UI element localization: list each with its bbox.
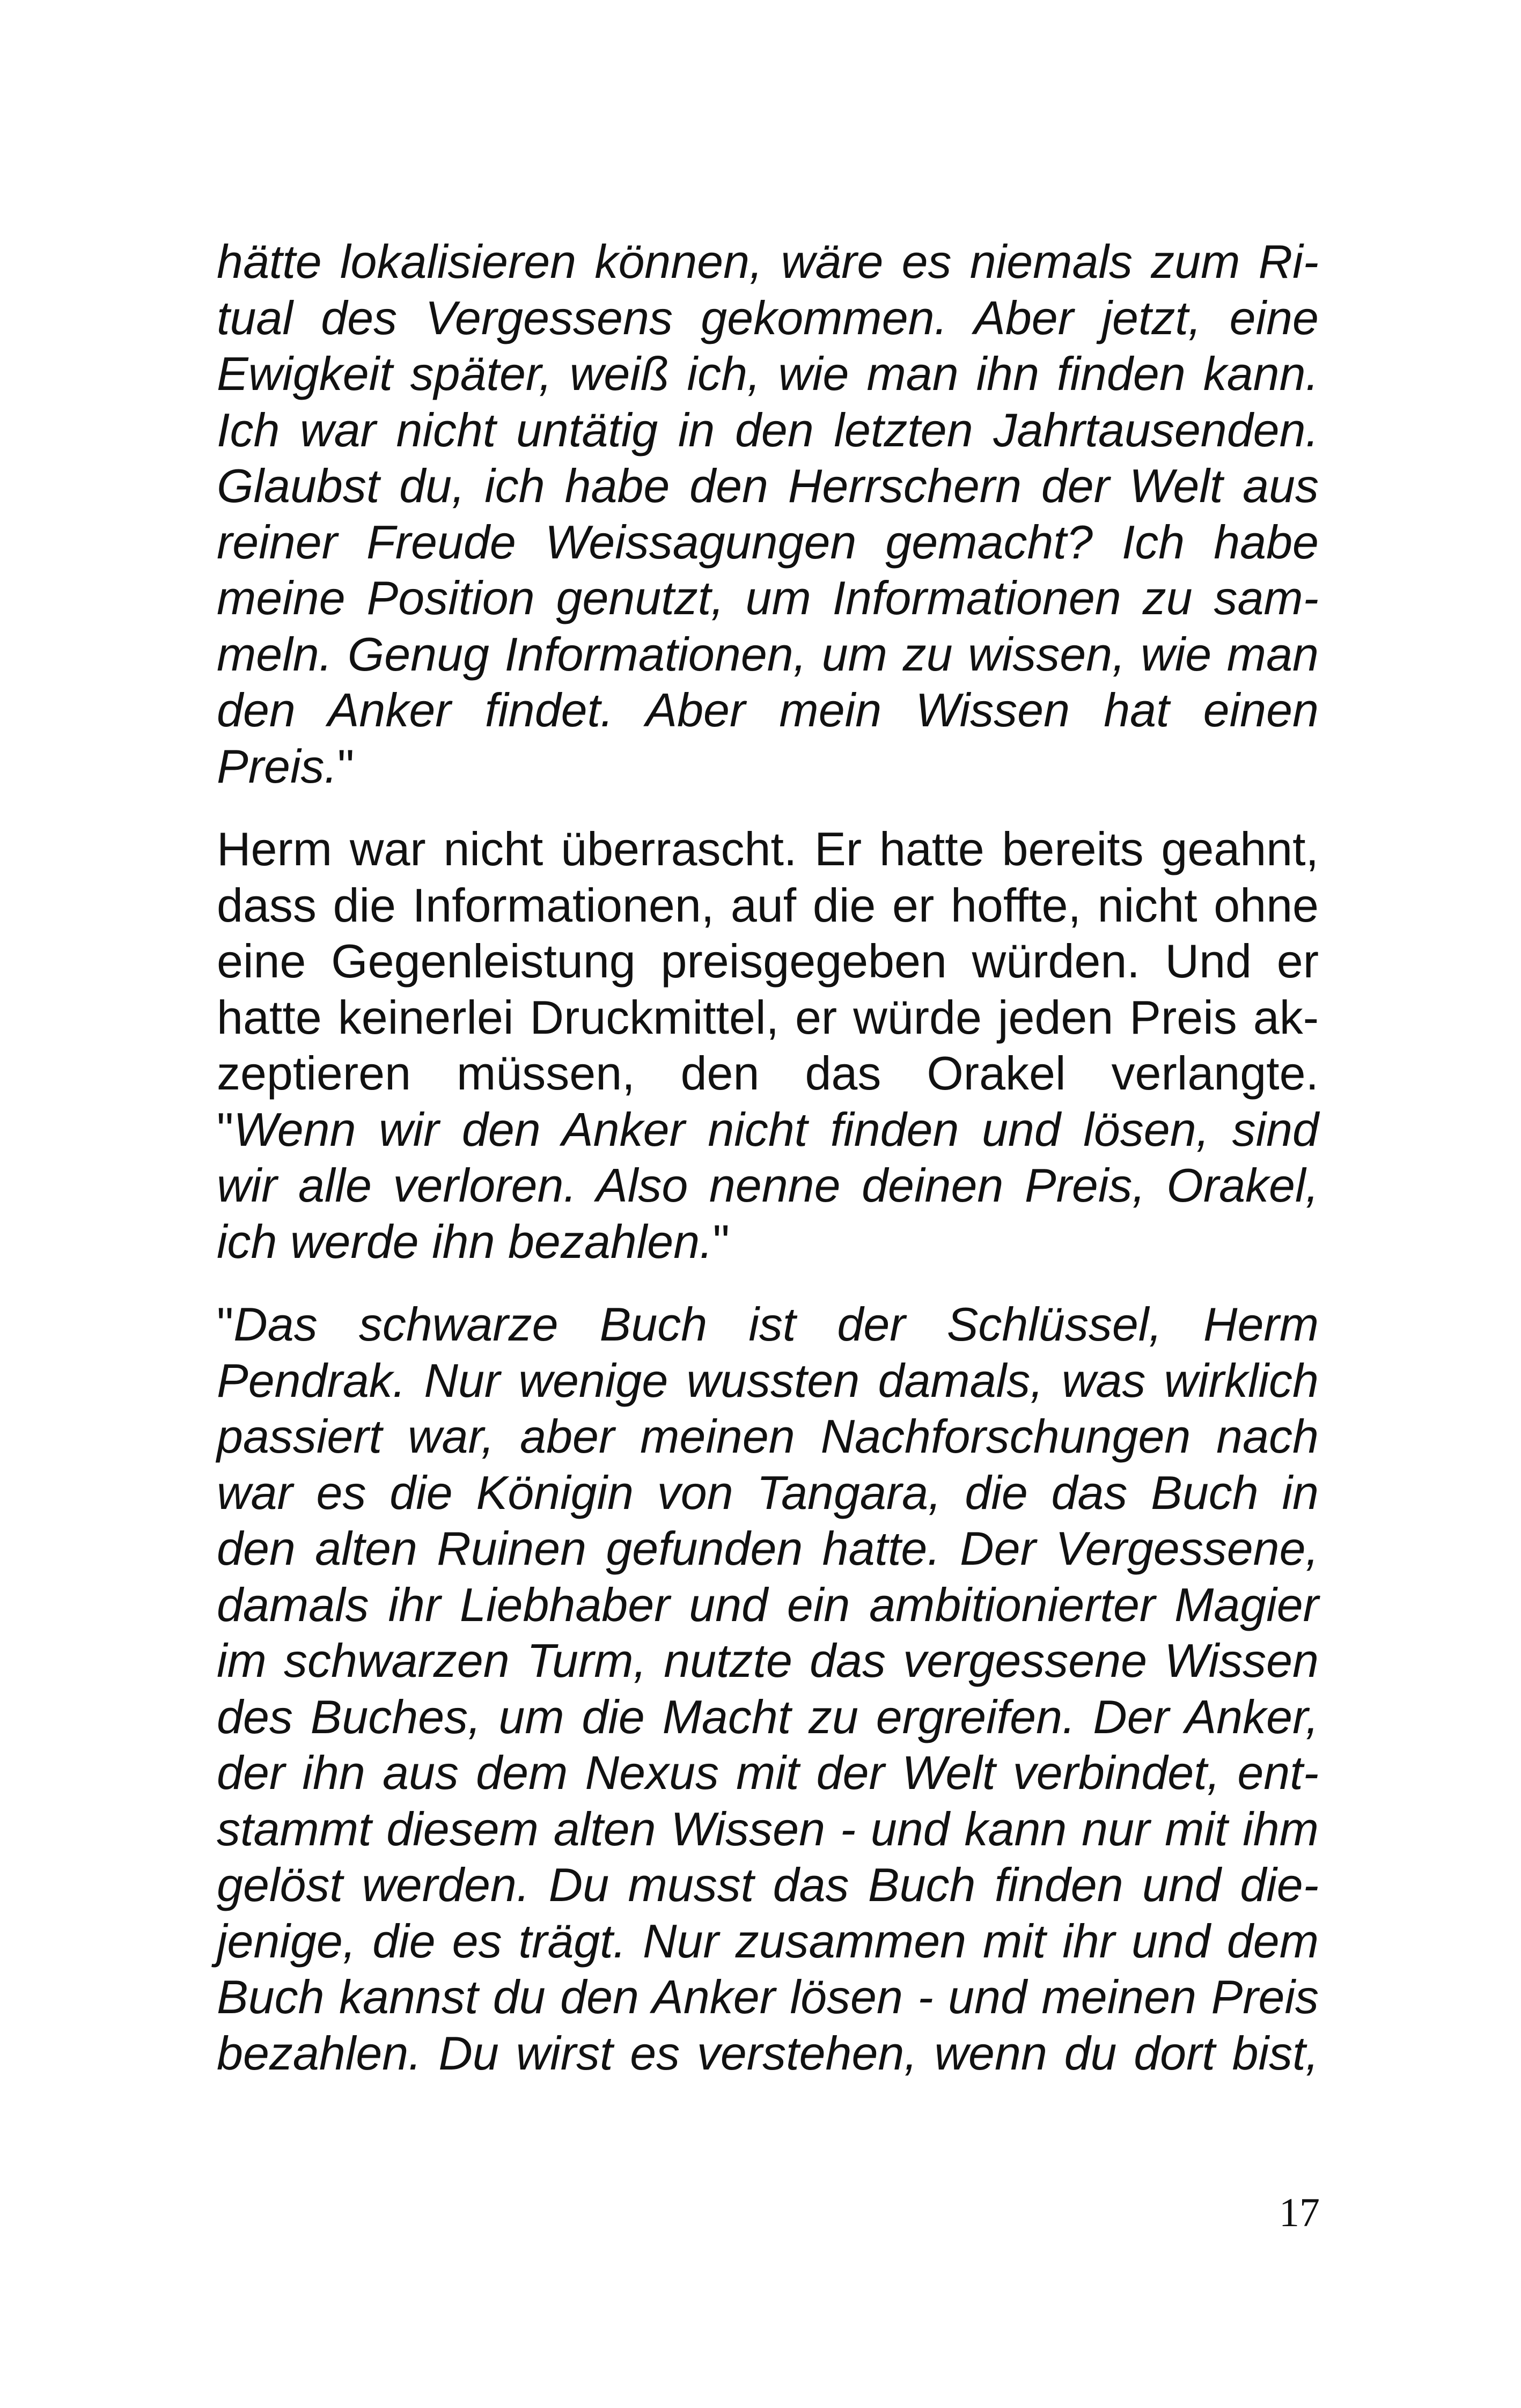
text-segment: Ewigkeit später, weiß ich, wie man ihn finden kann. — [217, 347, 1319, 400]
text-segment: Das schwarze Buch ist der Schlüssel, Herm — [233, 1298, 1319, 1351]
text-segment: " — [712, 1214, 730, 1268]
text-line — [217, 682, 1319, 739]
text-segment: jenige, die es trägt. Nur zusammen mit ihr und dem — [217, 1914, 1319, 1968]
text-segment: passiert war, aber meinen Nachforschungen nach — [217, 1410, 1319, 1463]
text-segment: den alten Ruinen gefunden hatte. Der Vergessene, — [217, 1522, 1319, 1575]
text-line — [217, 346, 1319, 402]
paragraph — [217, 821, 1319, 1270]
body-text — [217, 234, 1319, 2081]
text-segment: des Buches, um die Macht zu ergreifen. Der Anker, — [217, 1690, 1319, 1743]
text-line — [217, 1969, 1319, 2026]
text-line — [217, 1745, 1319, 1801]
text-line — [217, 1102, 1319, 1158]
text-line — [217, 2026, 1319, 2082]
text-line — [217, 514, 1319, 571]
text-line — [217, 458, 1319, 514]
text-segment: hätte lokalisieren können, wäre es niemals zum Ri- — [217, 235, 1319, 288]
text-segment: Wenn wir den Anker nicht finden und lösen, sind — [233, 1102, 1319, 1156]
text-line — [217, 1633, 1319, 1689]
text-line — [217, 739, 1319, 795]
text-segment: damals ihr Liebhaber und ein ambitionierter Magier — [217, 1578, 1319, 1631]
text-line — [217, 1409, 1319, 1465]
text-line — [217, 402, 1319, 459]
text-segment: der ihn aus dem Nexus mit der Welt verbindet, ent- — [217, 1746, 1319, 1799]
text-segment: ich werde ihn bezahlen. — [217, 1214, 713, 1268]
text-segment: stammt diesem alten Wissen - und kann nur mit ihm — [217, 1802, 1319, 1855]
text-line — [217, 1158, 1319, 1214]
text-segment: Buch kannst du den Anker lösen - und meinen Preis — [217, 1970, 1319, 2023]
text-segment: Herm war nicht überrascht. Er hatte bereits geahnt, — [217, 822, 1319, 875]
page-number: 17 — [1279, 2190, 1320, 2235]
text-line — [217, 290, 1319, 347]
text-segment: hatte keinerlei Druckmittel, er würde jeden Preis ak- — [217, 990, 1319, 1044]
text-segment: zeptieren müssen, den das Orakel verlangte. — [217, 1047, 1319, 1100]
text-segment: Ich war nicht untätig in den letzten Jahrtausenden. — [217, 403, 1319, 456]
text-line — [217, 1857, 1319, 1913]
text-segment: " — [217, 1102, 234, 1156]
text-segment: den Anker findet. Aber mein Wissen hat einen — [217, 683, 1319, 737]
text-line — [217, 878, 1319, 934]
text-segment: " — [217, 1298, 234, 1351]
text-segment: Pendrak. Nur wenige wussten damals, was wirklich — [217, 1353, 1319, 1407]
text-line — [217, 1297, 1319, 1353]
text-segment: war es die Königin von Tangara, die das Buch in — [217, 1466, 1319, 1519]
text-line — [217, 1353, 1319, 1409]
text-line — [217, 1913, 1319, 1970]
text-line — [217, 933, 1319, 990]
text-line — [217, 1689, 1319, 1746]
paragraph-gap — [217, 1270, 1319, 1297]
text-line — [217, 627, 1319, 683]
paragraph-gap — [217, 794, 1319, 821]
paragraph — [217, 1297, 1319, 2081]
text-segment: eine Gegenleistung preisgegeben würden. Und er — [217, 934, 1319, 988]
text-segment: meln. Genug Informationen, um zu wissen, wie man — [217, 627, 1319, 681]
text-line — [217, 990, 1319, 1046]
text-segment: meine Position genutzt, um Informationen zu sam- — [217, 571, 1319, 624]
text-line — [217, 570, 1319, 627]
text-line — [217, 234, 1319, 290]
text-line — [217, 1521, 1319, 1577]
text-segment: " — [337, 739, 355, 793]
text-segment: im schwarzen Turm, nutzte das vergessene Wissen — [217, 1634, 1319, 1687]
text-segment: wir alle verloren. Also nenne deinen Preis, Orakel, — [217, 1159, 1319, 1212]
text-segment: bezahlen. Du wirst es verstehen, wenn du dort bist, — [217, 2026, 1319, 2080]
text-line — [217, 1465, 1319, 1521]
text-segment: gelöst werden. Du musst das Buch finden und die- — [217, 1858, 1319, 1911]
text-segment: Preis. — [217, 739, 337, 793]
text-line — [217, 1801, 1319, 1858]
text-line — [217, 1577, 1319, 1633]
text-segment: tual des Vergessens gekommen. Aber jetzt, eine — [217, 291, 1319, 344]
text-line — [217, 1045, 1319, 1102]
text-segment: reiner Freude Weissagungen gemacht? Ich habe — [217, 515, 1319, 569]
text-line — [217, 1214, 1319, 1270]
text-line — [217, 821, 1319, 878]
paragraph — [217, 234, 1319, 794]
text-segment: Glaubst du, ich habe den Herrschern der Welt aus — [217, 459, 1319, 512]
text-segment: dass die Informationen, auf die er hoffte, nicht ohne — [217, 878, 1319, 932]
